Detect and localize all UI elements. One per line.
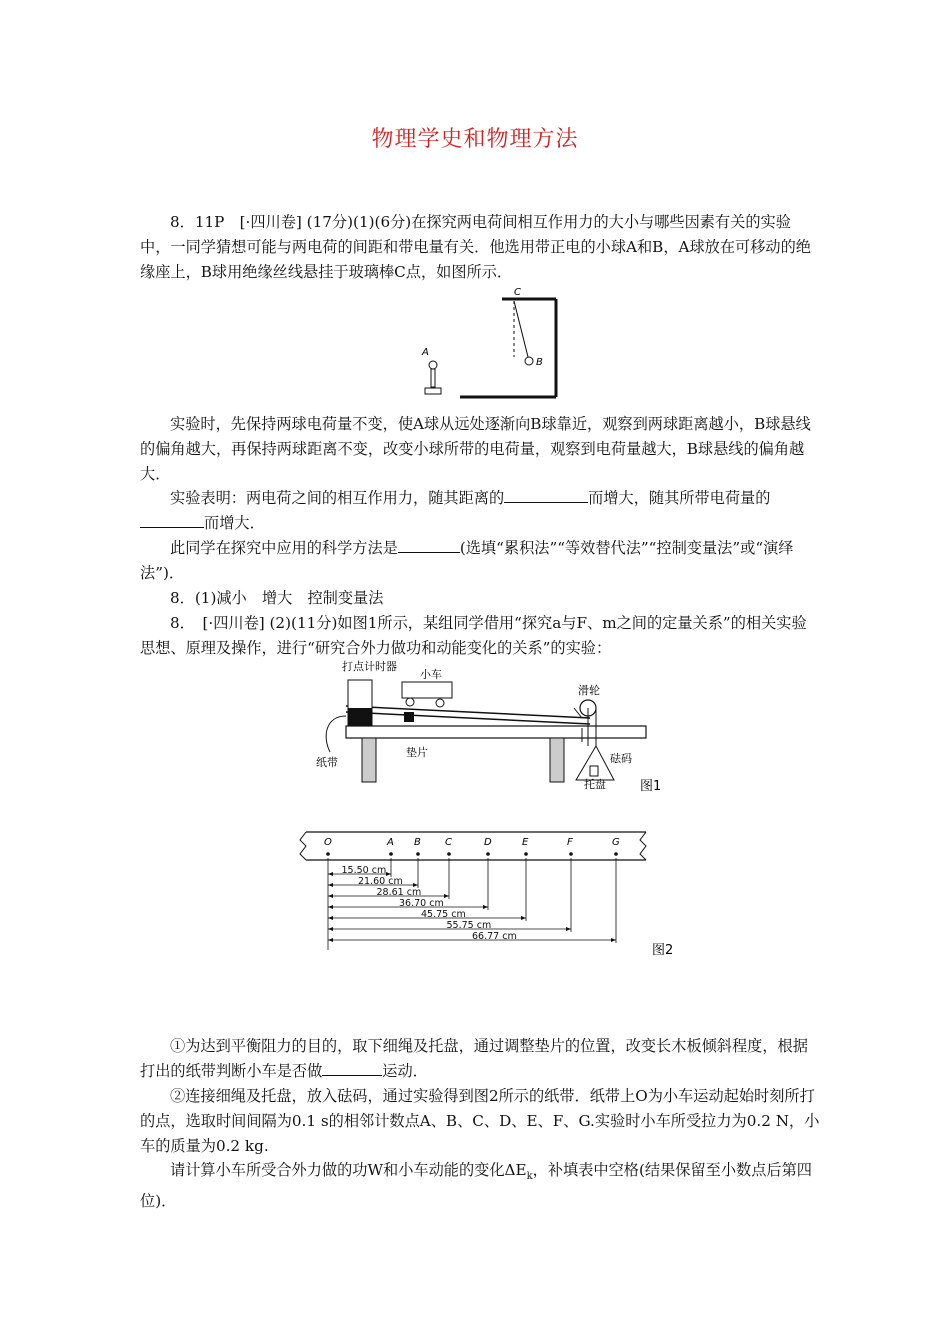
q2-intro: 8． [·四川卷] (2)(11分)如图1所示，某组同学借用“探究a与F、m之间的定量关系”的相关实验思想、原理及操作，进行“研究合外力做功和动能变化的关系”的实验： [140, 614, 807, 657]
tape-point-d: D [484, 837, 492, 848]
blank-distance[interactable] [504, 487, 588, 503]
label-pulley: 滑轮 [578, 684, 600, 697]
label-c: C [514, 287, 521, 298]
label-b: B [536, 357, 543, 368]
tape-dot-o [326, 852, 330, 856]
label-cart: 小车 [420, 668, 442, 681]
dimension-label-4: 36.70 cm [399, 898, 444, 909]
tape-dot-b [416, 852, 420, 856]
q1-experiment: 实验时，先保持两球电荷量不变，使A球从远处逐渐向B球靠近，观察到两球距离越小，B球悬线的偏角越大，再保持两球距离不变，改变小球所带的电荷量，观察到电荷量越大，B球悬线的偏角越大． [140, 415, 811, 483]
tape-point-o: O [324, 837, 332, 848]
figure-2-caption: 图2 [652, 943, 674, 958]
q1-method: 此同学在探究中应用的科学方法是 (选填“累积法”“等效替代法”“控制变量法”或“演绎法”)． [140, 539, 794, 582]
label-tape: 纸带 [316, 756, 338, 769]
tape-dot-d [486, 852, 490, 856]
figure-2-tape [296, 828, 686, 963]
dimension-label-5: 45.75 cm [421, 909, 466, 920]
dimension-label-7: 66.77 cm [472, 931, 517, 942]
tape-dot-a [389, 852, 393, 856]
tape-dot-f [569, 852, 573, 856]
dimension-label-1: 15.50 cm [341, 865, 387, 876]
tape-dot-c [447, 852, 451, 856]
tape-point-f: F [567, 837, 573, 848]
tape-point-a: A [387, 837, 394, 848]
blank-charge[interactable] [140, 512, 204, 528]
tape-point-g: G [612, 837, 620, 848]
label-weights: 砝码 [610, 752, 632, 765]
dimension-label-2: 21.60 cm [358, 876, 403, 887]
label-tray: 托盘 [584, 778, 606, 791]
blank-motion[interactable] [322, 1060, 382, 1076]
label-timer: 打点计时器 [342, 660, 397, 673]
label-a: A [422, 347, 429, 358]
figure-1-caption: 图1 [640, 779, 662, 794]
charge-figure [410, 285, 570, 400]
label-pad: 垫片 [406, 746, 428, 759]
tape-point-b: B [414, 837, 421, 848]
tape-dot-e [524, 852, 528, 856]
q2-calc: 请计算小车所受合外力做的功W和小车动能的变化$\Delta E_k$，补填表中空格(结果保留至小数点后第四位)． [140, 1161, 812, 1211]
q1-intro: 8．11P [·四川卷] (17分)(1)(6分)在探究两电荷间相互作用力的大小与哪些因素有关的实验中，一同学猜想可能与两电荷的间距和带电量有关．他选用带正电的小球A和B，A球放在可移动的绝缘座上，B球用绝缘丝线悬挂于玻璃棒C点，如图所示． [140, 213, 811, 281]
tape-dot-g [614, 852, 618, 856]
q1-answer: 8．(1)减小 增大 控制变量法 [170, 589, 384, 607]
page-title: 物理学史和物理方法 [371, 127, 579, 152]
q2-step2: ②连接细绳及托盘，放入砝码，通过实验得到图2所示的纸带．纸带上O为小车运动起始时刻所打的点，选取时间间隔为0.1 s的相邻计数点A、B、C、D、E、F、G.实验时小车所受拉力为0.2 N，小车的质量为0.2 kg. [140, 1087, 820, 1155]
q1-result: 实验表明：两电荷之间的相互作用力，随其距离的 而增大，随其所带电荷量的而增大． [140, 486, 820, 536]
dimension-label-3: 28.61 cm [376, 887, 422, 898]
q2-step1: ①为达到平衡阻力的目的，取下细绳及托盘，通过调整垫片的位置，改变长木板倾斜程度，根据打出的纸带判断小车是否做 运动． [140, 1037, 808, 1080]
tape-point-e: E [522, 837, 529, 848]
tape-point-c: C [445, 837, 452, 848]
dimension-label-6: 55.75 cm [446, 920, 492, 931]
blank-method[interactable] [398, 537, 460, 553]
figure-1-apparatus [312, 656, 687, 796]
